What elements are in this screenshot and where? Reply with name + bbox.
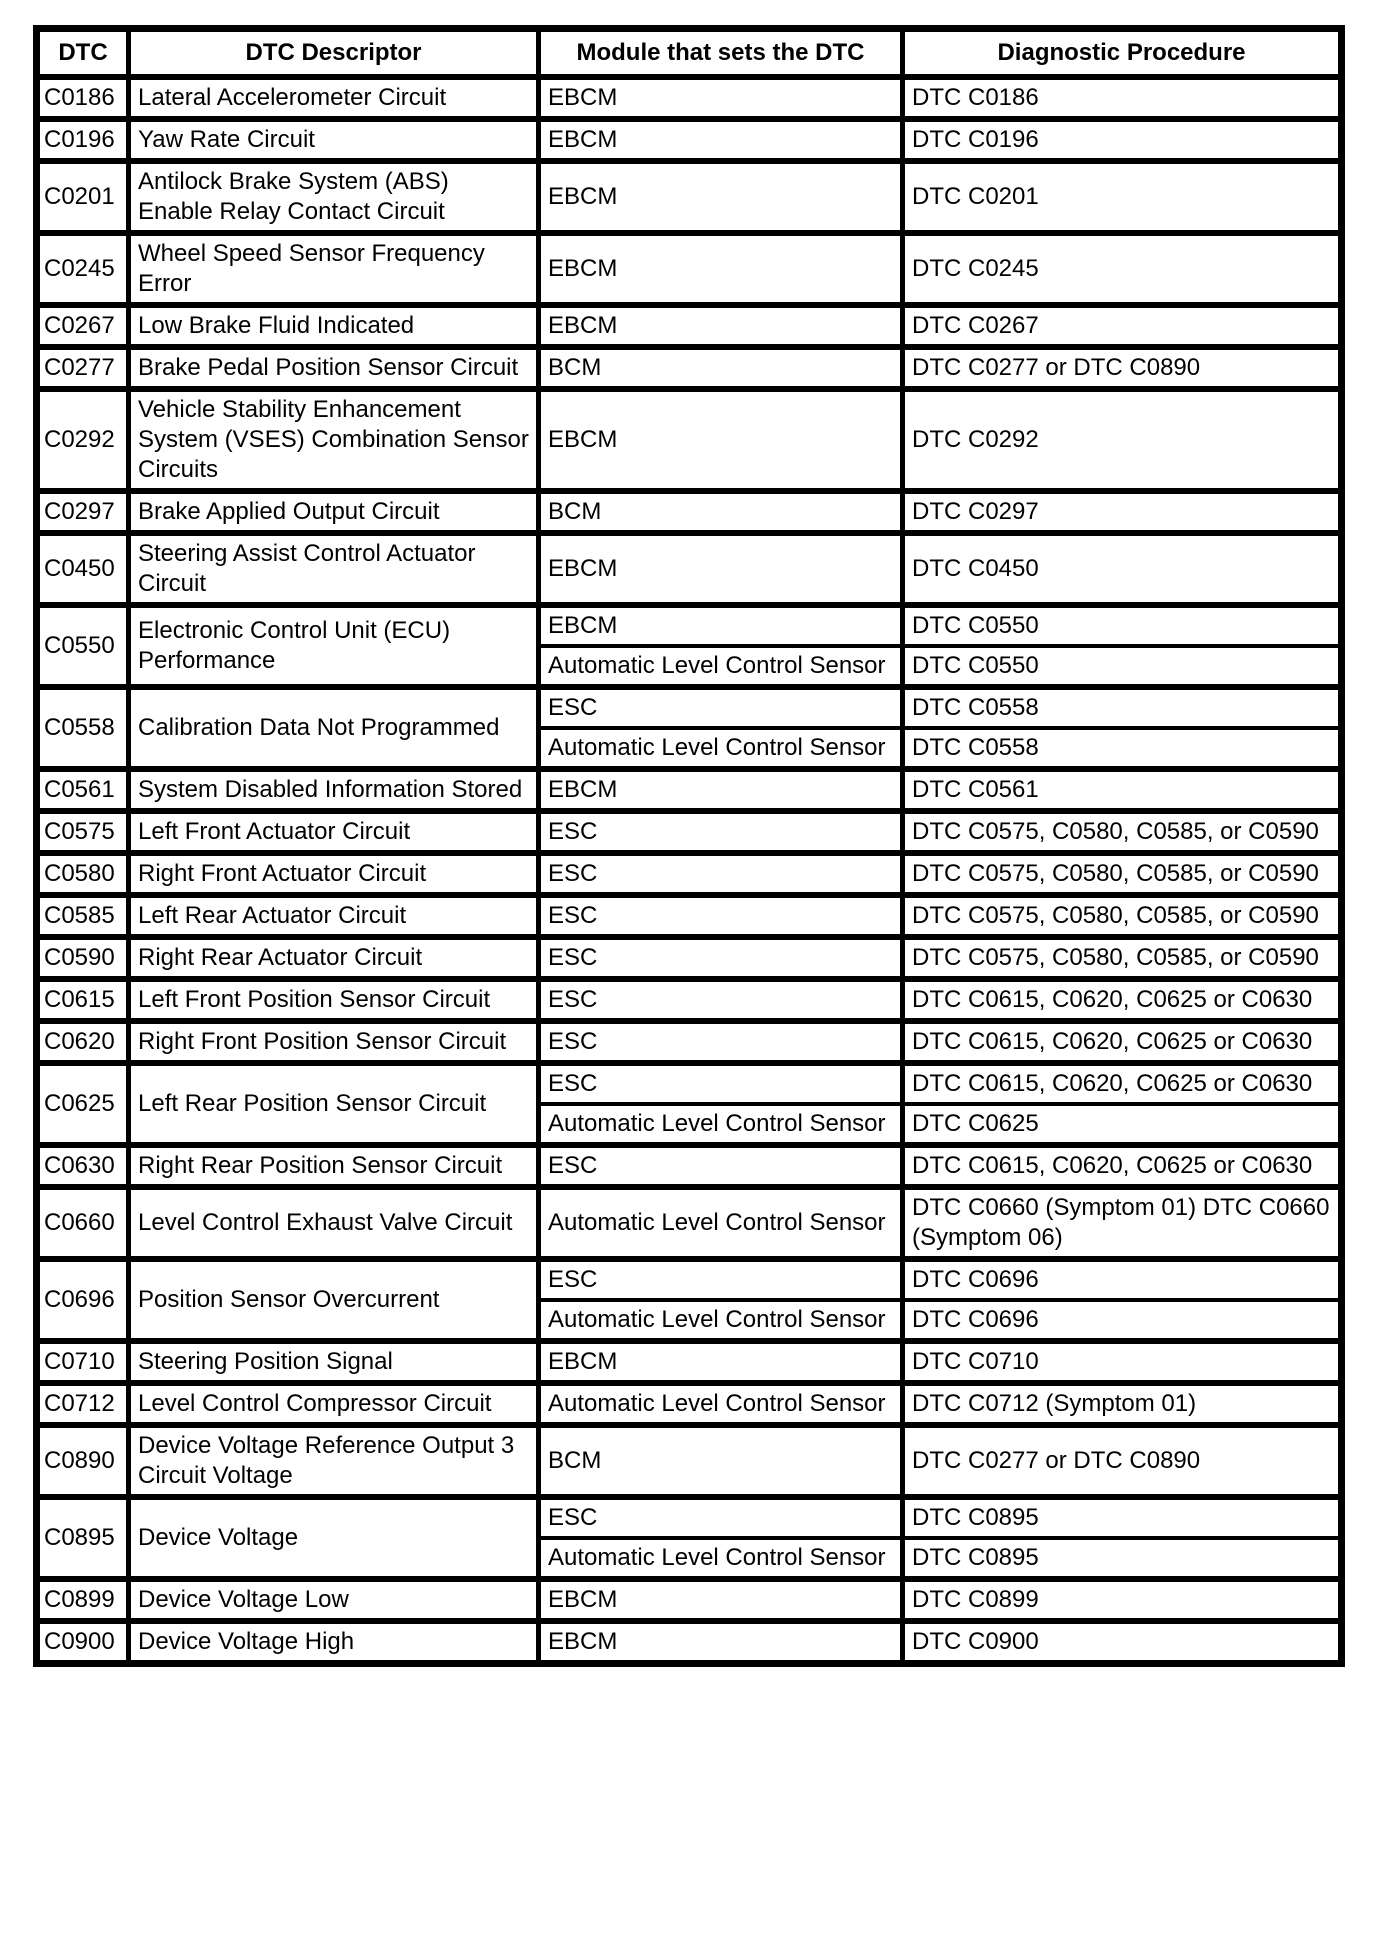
table-row xyxy=(37,77,1342,119)
procedure-cell: DTC C0712 (Symptom 01) xyxy=(903,1383,1342,1425)
module-cell: EBCM xyxy=(539,533,903,605)
descriptor-cell: System Disabled Information Stored xyxy=(129,769,539,811)
procedure-cell: DTC C0277 or DTC C0890 xyxy=(903,347,1342,389)
dtc-cell: C0660 xyxy=(37,1187,129,1259)
dtc-cell: C0245 xyxy=(37,233,129,305)
table-row xyxy=(37,769,1342,811)
module-cell: Automatic Level Control Sensor xyxy=(539,1104,903,1145)
module-cell: BCM xyxy=(539,1425,903,1497)
procedure-cell: DTC C0895 xyxy=(903,1497,1342,1538)
module-cell: EBCM xyxy=(539,1621,903,1664)
dtc-cell: C0186 xyxy=(37,77,129,119)
header-module: Module that sets the DTC xyxy=(539,29,903,78)
procedure-cell: DTC C0696 xyxy=(903,1300,1342,1341)
descriptor-cell: Left Front Position Sensor Circuit xyxy=(129,979,539,1021)
dtc-cell: C0297 xyxy=(37,491,129,533)
module-cell: Automatic Level Control Sensor xyxy=(539,728,903,769)
module-cell: ESC xyxy=(539,937,903,979)
dtc-cell: C0558 xyxy=(37,687,129,769)
module-cell: EBCM xyxy=(539,389,903,491)
descriptor-cell: Vehicle Stability Enhancement System (VSES) Combination Sensor Circuits xyxy=(129,389,539,491)
procedure-cell: DTC C0710 xyxy=(903,1341,1342,1383)
procedure-cell: DTC C0625 xyxy=(903,1104,1342,1145)
procedure-cell: DTC C0297 xyxy=(903,491,1342,533)
procedure-cell: DTC C0615, C0620, C0625 or C0630 xyxy=(903,1063,1342,1104)
procedure-cell: DTC C0245 xyxy=(903,233,1342,305)
descriptor-cell: Left Rear Position Sensor Circuit xyxy=(129,1063,539,1145)
header-dtc-descriptor: DTC Descriptor xyxy=(129,29,539,78)
module-cell: EBCM xyxy=(539,77,903,119)
procedure-cell: DTC C0196 xyxy=(903,119,1342,161)
table-row xyxy=(37,1497,1342,1538)
dtc-cell: C0575 xyxy=(37,811,129,853)
procedure-cell: DTC C0277 or DTC C0890 xyxy=(903,1425,1342,1497)
module-cell: ESC xyxy=(539,1021,903,1063)
procedure-cell: DTC C0201 xyxy=(903,161,1342,233)
table-row xyxy=(37,605,1342,646)
dtc-cell: C0900 xyxy=(37,1621,129,1664)
descriptor-cell: Low Brake Fluid Indicated xyxy=(129,305,539,347)
dtc-cell: C0450 xyxy=(37,533,129,605)
procedure-cell: DTC C0660 (Symptom 01) DTC C0660 (Symptom 06) xyxy=(903,1187,1342,1259)
dtc-cell: C0292 xyxy=(37,389,129,491)
module-cell: EBCM xyxy=(539,233,903,305)
procedure-cell: DTC C0550 xyxy=(903,646,1342,687)
dtc-cell: C0630 xyxy=(37,1145,129,1187)
dtc-cell: C0696 xyxy=(37,1259,129,1341)
table-row xyxy=(37,1145,1342,1187)
module-cell: Automatic Level Control Sensor xyxy=(539,1300,903,1341)
procedure-cell: DTC C0558 xyxy=(903,728,1342,769)
descriptor-cell: Position Sensor Overcurrent xyxy=(129,1259,539,1341)
procedure-cell: DTC C0615, C0620, C0625 or C0630 xyxy=(903,1021,1342,1063)
dtc-cell: C0615 xyxy=(37,979,129,1021)
procedure-cell: DTC C0615, C0620, C0625 or C0630 xyxy=(903,979,1342,1021)
table-row xyxy=(37,1621,1342,1664)
module-cell: ESC xyxy=(539,895,903,937)
table-row xyxy=(37,1063,1342,1104)
module-cell: ESC xyxy=(539,853,903,895)
module-cell: Automatic Level Control Sensor xyxy=(539,1538,903,1579)
procedure-cell: DTC C0615, C0620, C0625 or C0630 xyxy=(903,1145,1342,1187)
table-row xyxy=(37,491,1342,533)
descriptor-cell: Calibration Data Not Programmed xyxy=(129,687,539,769)
procedure-cell: DTC C0899 xyxy=(903,1579,1342,1621)
table-row xyxy=(37,119,1342,161)
procedure-cell: DTC C0292 xyxy=(903,389,1342,491)
table-row xyxy=(37,161,1342,233)
dtc-cell: C0625 xyxy=(37,1063,129,1145)
procedure-cell: DTC C0696 xyxy=(903,1259,1342,1300)
descriptor-cell: Yaw Rate Circuit xyxy=(129,119,539,161)
procedure-cell: DTC C0575, C0580, C0585, or C0590 xyxy=(903,937,1342,979)
table-row xyxy=(37,853,1342,895)
dtc-cell: C0710 xyxy=(37,1341,129,1383)
table-row xyxy=(37,811,1342,853)
dtc-cell: C0590 xyxy=(37,937,129,979)
descriptor-cell: Device Voltage Low xyxy=(129,1579,539,1621)
header-row xyxy=(37,29,1342,78)
descriptor-cell: Device Voltage Reference Output 3 Circuit Voltage xyxy=(129,1425,539,1497)
procedure-cell: DTC C0900 xyxy=(903,1621,1342,1664)
dtc-cell: C0895 xyxy=(37,1497,129,1579)
module-cell: BCM xyxy=(539,347,903,389)
module-cell: ESC xyxy=(539,811,903,853)
table-row xyxy=(37,389,1342,491)
module-cell: EBCM xyxy=(539,305,903,347)
table-row xyxy=(37,979,1342,1021)
procedure-cell: DTC C0558 xyxy=(903,687,1342,728)
table-row xyxy=(37,1383,1342,1425)
module-cell: EBCM xyxy=(539,161,903,233)
dtc-cell: C0890 xyxy=(37,1425,129,1497)
module-cell: EBCM xyxy=(539,769,903,811)
module-cell: BCM xyxy=(539,491,903,533)
table-row xyxy=(37,305,1342,347)
dtc-cell: C0899 xyxy=(37,1579,129,1621)
table-row xyxy=(37,895,1342,937)
table-row xyxy=(37,687,1342,728)
descriptor-cell: Right Rear Actuator Circuit xyxy=(129,937,539,979)
table-row xyxy=(37,533,1342,605)
dtc-cell: C0580 xyxy=(37,853,129,895)
module-cell: EBCM xyxy=(539,1341,903,1383)
descriptor-cell: Steering Assist Control Actuator Circuit xyxy=(129,533,539,605)
descriptor-cell: Lateral Accelerometer Circuit xyxy=(129,77,539,119)
module-cell: ESC xyxy=(539,687,903,728)
table-row xyxy=(37,1579,1342,1621)
header-dtc: DTC xyxy=(37,29,129,78)
dtc-table xyxy=(33,25,1345,1667)
table-row xyxy=(37,1259,1342,1300)
descriptor-cell: Level Control Compressor Circuit xyxy=(129,1383,539,1425)
table-row xyxy=(37,1341,1342,1383)
table-row xyxy=(37,233,1342,305)
procedure-cell: DTC C0267 xyxy=(903,305,1342,347)
table-header xyxy=(37,29,1342,78)
table-row xyxy=(37,937,1342,979)
module-cell: ESC xyxy=(539,1145,903,1187)
table-row xyxy=(37,1425,1342,1497)
descriptor-cell: Device Voltage High xyxy=(129,1621,539,1664)
table-body xyxy=(37,77,1342,1664)
procedure-cell: DTC C0561 xyxy=(903,769,1342,811)
procedure-cell: DTC C0895 xyxy=(903,1538,1342,1579)
procedure-cell: DTC C0575, C0580, C0585, or C0590 xyxy=(903,853,1342,895)
descriptor-cell: Antilock Brake System (ABS) Enable Relay Contact Circuit xyxy=(129,161,539,233)
dtc-cell: C0712 xyxy=(37,1383,129,1425)
descriptor-cell: Brake Applied Output Circuit xyxy=(129,491,539,533)
module-cell: ESC xyxy=(539,1259,903,1300)
module-cell: Automatic Level Control Sensor xyxy=(539,1187,903,1259)
descriptor-cell: Right Front Actuator Circuit xyxy=(129,853,539,895)
descriptor-cell: Right Front Position Sensor Circuit xyxy=(129,1021,539,1063)
procedure-cell: DTC C0550 xyxy=(903,605,1342,646)
module-cell: EBCM xyxy=(539,119,903,161)
procedure-cell: DTC C0186 xyxy=(903,77,1342,119)
dtc-cell: C0196 xyxy=(37,119,129,161)
module-cell: ESC xyxy=(539,979,903,1021)
module-cell: EBCM xyxy=(539,605,903,646)
descriptor-cell: Wheel Speed Sensor Frequency Error xyxy=(129,233,539,305)
descriptor-cell: Right Rear Position Sensor Circuit xyxy=(129,1145,539,1187)
table-row xyxy=(37,347,1342,389)
descriptor-cell: Steering Position Signal xyxy=(129,1341,539,1383)
header-diagnostic-procedure: Diagnostic Procedure xyxy=(903,29,1342,78)
module-cell: Automatic Level Control Sensor xyxy=(539,646,903,687)
descriptor-cell: Level Control Exhaust Valve Circuit xyxy=(129,1187,539,1259)
dtc-cell: C0277 xyxy=(37,347,129,389)
procedure-cell: DTC C0450 xyxy=(903,533,1342,605)
descriptor-cell: Left Rear Actuator Circuit xyxy=(129,895,539,937)
module-cell: ESC xyxy=(539,1497,903,1538)
descriptor-cell: Electronic Control Unit (ECU) Performance xyxy=(129,605,539,687)
dtc-cell: C0201 xyxy=(37,161,129,233)
dtc-cell: C0267 xyxy=(37,305,129,347)
module-cell: EBCM xyxy=(539,1579,903,1621)
module-cell: Automatic Level Control Sensor xyxy=(539,1383,903,1425)
descriptor-cell: Brake Pedal Position Sensor Circuit xyxy=(129,347,539,389)
dtc-cell: C0550 xyxy=(37,605,129,687)
dtc-cell: C0561 xyxy=(37,769,129,811)
dtc-cell: C0620 xyxy=(37,1021,129,1063)
table-row xyxy=(37,1021,1342,1063)
descriptor-cell: Device Voltage xyxy=(129,1497,539,1579)
procedure-cell: DTC C0575, C0580, C0585, or C0590 xyxy=(903,895,1342,937)
module-cell: ESC xyxy=(539,1063,903,1104)
descriptor-cell: Left Front Actuator Circuit xyxy=(129,811,539,853)
table-row xyxy=(37,1187,1342,1259)
procedure-cell: DTC C0575, C0580, C0585, or C0590 xyxy=(903,811,1342,853)
dtc-cell: C0585 xyxy=(37,895,129,937)
